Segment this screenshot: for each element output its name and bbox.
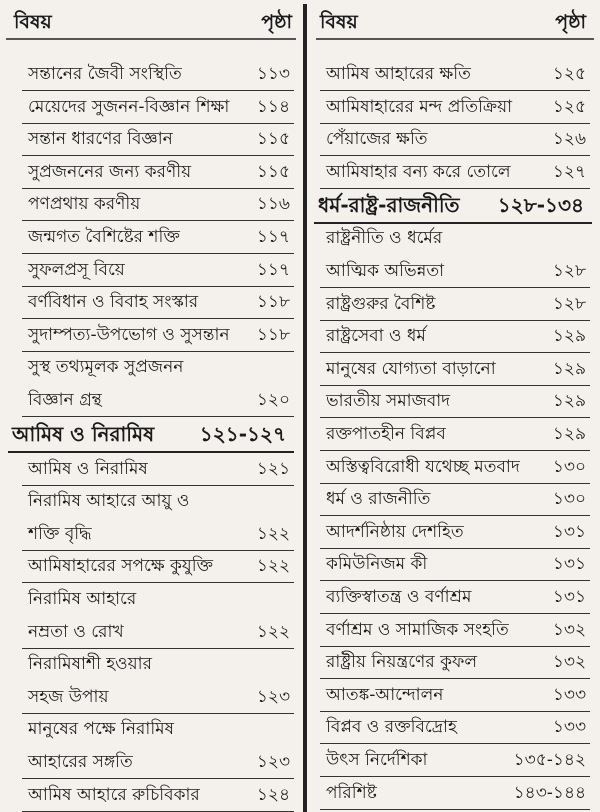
- entry-title: আমিষ আহারের ক্ষতি: [326, 64, 471, 84]
- entry-title: ভারতীয় সমাজবাদ: [326, 391, 451, 412]
- section-page-range: ১২১-১২৭: [199, 421, 286, 446]
- entry-page: ১২১: [256, 458, 290, 479]
- right-column: [310, 0, 600, 812]
- entry-page: ১৩০: [552, 489, 586, 510]
- entry-title: নিরামিষাশী হওয়ার: [28, 654, 152, 675]
- entry-page: ১২৫: [552, 64, 586, 84]
- toc-entry: [22, 156, 294, 189]
- left-header-rule: [6, 38, 296, 40]
- entry-page: ১২০: [256, 390, 290, 410]
- toc-entry: [320, 255, 590, 288]
- toc-entry: [22, 648, 294, 680]
- entry-page: ১১৪: [256, 96, 290, 117]
- entry-title: মেয়েদের সুজনন-বিজ্ঞান শিক্ষা: [28, 96, 230, 117]
- entry-page: ১১৫: [256, 129, 290, 150]
- toc-entry: [22, 583, 294, 615]
- toc-entry: [22, 221, 294, 254]
- entry-title: আমিষ আহারে রুচিবিকার: [28, 784, 200, 805]
- toc-entry: [22, 91, 294, 124]
- entry-page: ১১৭: [256, 259, 290, 280]
- entry-title: আতঙ্ক-আন্দোলন: [326, 684, 444, 705]
- entry-page: ১২৩: [256, 752, 290, 772]
- entry-page: ১২৯: [552, 391, 586, 412]
- toc-entry: [320, 548, 590, 581]
- entry-title: বিপ্লব ও রক্তবিদ্রোহ: [326, 717, 457, 738]
- left-page-heading: পৃষ্ঠা: [261, 11, 292, 33]
- entry-page: ১১৮: [256, 292, 290, 313]
- entry-title: সন্তান ধারণের বিজ্ঞান: [28, 129, 173, 150]
- toc-entry: [320, 320, 590, 353]
- entry-title: পণপ্রথায় করণীয়: [28, 194, 141, 215]
- toc-entry: [320, 711, 590, 744]
- entry-title: আমিষাহারের মন্দ প্রতিক্রিয়া: [326, 96, 513, 117]
- toc-entry: [22, 384, 294, 417]
- right-page-heading: পৃষ্ঠা: [555, 11, 586, 33]
- entry-page: ১৩২: [552, 652, 586, 673]
- entry-title: ব্যক্তিস্বাতন্ত্র ও বর্ণাশ্রম: [326, 587, 472, 607]
- entry-page: ১২৮: [552, 261, 586, 281]
- toc-entry: [320, 123, 590, 156]
- entry-page: ১২৯: [552, 424, 586, 444]
- entry-title: ধর্ম ও রাজনীতি: [326, 489, 431, 510]
- entry-title: সন্তানের জৈবী সংস্থিতি: [28, 64, 182, 84]
- entry-title: সুপ্রজননের জন্য করণীয়: [28, 161, 192, 182]
- entry-title: পরিশিষ্ট: [326, 782, 377, 803]
- right-subject-heading: বিষয়: [320, 11, 358, 33]
- entry-title: আত্মিক অভিন্নতা: [326, 261, 445, 281]
- entry-page: ১২৪: [256, 784, 290, 805]
- toc-entry: [22, 681, 294, 714]
- section-heading: [314, 188, 592, 224]
- entry-title: রক্তপাতহীন বিপ্লব: [326, 424, 446, 444]
- entry-title: সহজ উপায়: [28, 686, 109, 707]
- toc-entry: [22, 188, 294, 221]
- entry-page: ১২২: [256, 621, 290, 642]
- entry-page: ১২৬: [552, 129, 586, 150]
- section-title: আমিষ ও নিরামিষ: [12, 421, 155, 446]
- entry-title: সুফলপ্রসূ বিয়ে: [28, 259, 125, 280]
- toc-entry: [22, 550, 294, 583]
- entry-title: আমিষাহার বন্য করে তোলে: [326, 161, 511, 182]
- entry-page: ১৩৩: [552, 717, 586, 738]
- toc-entry: [320, 288, 590, 321]
- section-heading: [8, 417, 294, 453]
- entry-title: আদর্শনিষ্ঠায় দেশহিত: [326, 521, 464, 542]
- section-page-range: ১২৮-১৩৪: [497, 193, 584, 218]
- entry-title: নিরামিষ আহারে আয়ু ও: [28, 491, 190, 512]
- entry-page: ১৩১: [552, 587, 586, 607]
- toc-entry: [22, 58, 294, 91]
- entry-title: শক্তি বৃদ্ধি: [28, 523, 92, 544]
- entry-page: ১৩৫-১৪২: [513, 750, 586, 770]
- entry-page: ১১৭: [256, 227, 290, 247]
- entry-title: পেঁয়াজের ক্ষতি: [326, 129, 428, 150]
- entry-page: ১২৯: [552, 326, 586, 347]
- toc-entry: [320, 581, 590, 614]
- toc-entry: [320, 353, 590, 386]
- entry-page: ১৩৩: [552, 684, 586, 705]
- entry-page: ১১৬: [256, 194, 290, 215]
- toc-entry: [22, 746, 294, 779]
- toc-entry: [320, 222, 590, 254]
- toc-entry: [320, 483, 590, 516]
- toc-entry: [22, 616, 294, 649]
- entry-title: রাষ্ট্রসেবা ও ধর্ম: [326, 326, 426, 347]
- entry-page: ১১৩: [256, 64, 290, 84]
- section-title: ধর্ম-রাষ্ট্র-রাজনীতি: [318, 193, 460, 218]
- entry-title: রাষ্ট্রনীতি ও ধর্মের: [326, 228, 443, 249]
- entry-title: সুদাম্পত্য-উপভোগ ও সুসন্তান: [28, 324, 230, 345]
- toc-entry: [22, 254, 294, 287]
- entry-title: বর্ণবিধান ও বিবাহ সংস্কার: [28, 292, 199, 313]
- entry-title: নম্রতা ও রোখ: [28, 621, 124, 642]
- entry-page: ১৩১: [552, 521, 586, 542]
- entry-page: ১৩২: [552, 619, 586, 640]
- toc-entry: [22, 286, 294, 319]
- toc-entry: [320, 777, 590, 810]
- toc-entry: [320, 646, 590, 679]
- entry-title: কমিউনিজম কী: [326, 554, 428, 575]
- toc-entry: [22, 453, 294, 486]
- entry-title: রাষ্ট্রীয় নিয়ন্ত্রণের কুফল: [326, 652, 478, 673]
- toc-entry: [22, 518, 294, 551]
- entry-title: বিজ্ঞান গ্রন্থ: [28, 390, 102, 410]
- entry-title: আমিষাহারের সপক্ষে কুযুক্তি: [28, 556, 214, 577]
- entry-title: সুস্থ তথ্যমূলক সুপ্রজনন: [28, 357, 184, 378]
- column-divider: [303, 4, 307, 812]
- right-header-rule: [316, 38, 594, 40]
- entry-title: মানুষের যোগ্যতা বাড়ানো: [326, 358, 496, 379]
- toc-entry: [320, 451, 590, 484]
- entry-title: উৎস নির্দেশিকা: [326, 750, 428, 770]
- toc-entry: [320, 418, 590, 451]
- entry-page: ১১৮: [256, 324, 290, 345]
- toc-entry: [22, 319, 294, 352]
- entry-title: জন্মগত বৈশিষ্টের শক্তি: [28, 227, 180, 247]
- toc-entry: [320, 385, 590, 418]
- entry-page: ১৪৩-১৪৪: [513, 782, 586, 803]
- toc-entry: [22, 713, 294, 745]
- toc-entry: [22, 351, 294, 383]
- entry-title: রাষ্ট্রগুরুর বৈশিষ্ট: [326, 293, 436, 314]
- entry-page: ১৩০: [552, 456, 586, 477]
- entry-title: মানুষের পক্ষে নিরামিষ: [28, 719, 174, 740]
- entry-page: ১২৫: [552, 96, 586, 117]
- left-subject-heading: বিষয়: [14, 11, 52, 33]
- entry-page: ১২২: [256, 556, 290, 577]
- toc-entry: [320, 679, 590, 712]
- entry-title: অস্তিত্ববিরোধী যথেচ্ছ মতবাদ: [326, 456, 520, 477]
- toc-entry: [320, 91, 590, 124]
- entry-title: আমিষ ও নিরামিষ: [28, 458, 148, 479]
- toc-entry: [22, 485, 294, 517]
- toc-entry: [320, 58, 590, 91]
- right-header: [310, 6, 600, 36]
- toc-entry: [320, 156, 590, 189]
- entry-page: ১১৫: [256, 161, 290, 182]
- toc-entry: [320, 516, 590, 549]
- entry-page: ১২৯: [552, 358, 586, 379]
- toc-entry: [320, 744, 590, 777]
- entry-page: ১২৮: [552, 293, 586, 314]
- toc-entry: [320, 614, 590, 647]
- toc-entry: [22, 123, 294, 156]
- entry-page: ১৩১: [552, 554, 586, 575]
- entry-page: ১২৩: [256, 686, 290, 707]
- toc-entry: [22, 779, 294, 812]
- entry-title: বর্ণাশ্রম ও সামাজিক সংহতি: [326, 619, 509, 640]
- entry-page: ১২২: [256, 523, 290, 544]
- entry-title: আহারের সঙ্গতি: [28, 752, 133, 772]
- entry-title: নিরামিষ আহারে: [28, 589, 137, 609]
- entry-page: ১২৭: [552, 161, 586, 182]
- left-header: [0, 6, 302, 36]
